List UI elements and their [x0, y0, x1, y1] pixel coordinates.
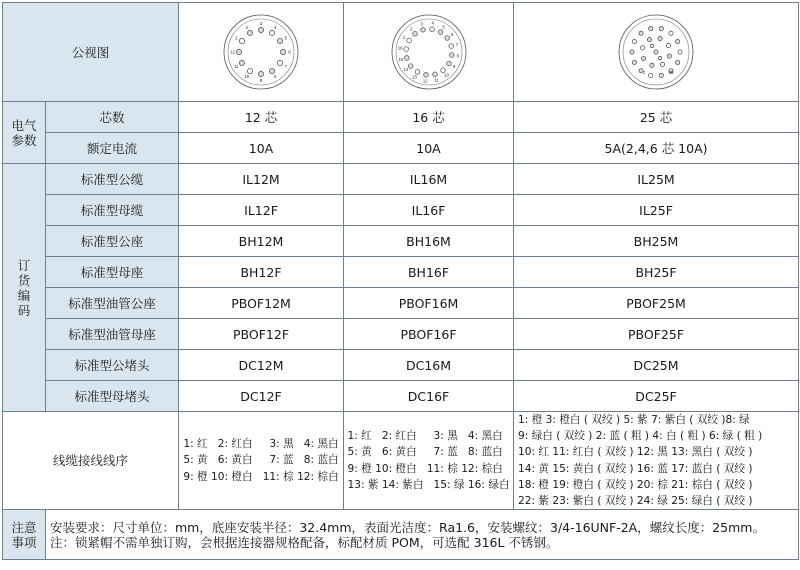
notes-label-line: 注意: [11, 519, 37, 535]
pin-contact: [632, 60, 636, 64]
pin-contact: [277, 60, 282, 65]
ordering-group-label: [3, 164, 46, 412]
pin-contact: [403, 47, 408, 52]
spec-table: [2, 2, 799, 560]
cell-value: IL12M: [179, 164, 344, 195]
row-label: 标准型母缆: [46, 195, 179, 226]
pin-contact: [269, 68, 274, 73]
pin-contact: [449, 53, 454, 58]
pin-contact: [676, 60, 680, 64]
cell-value: IL16F: [344, 195, 514, 226]
wiring-label: 线缆接线线序: [3, 412, 179, 510]
row-label: 标准型母堵头: [46, 381, 179, 412]
cell-value: PBOF25M: [514, 288, 799, 319]
row-label: 标准型公座: [46, 226, 179, 257]
pin-number: 11: [234, 63, 239, 69]
cell-value: DC16F: [344, 381, 514, 412]
cell-value: BH16F: [344, 257, 514, 288]
wiring-12-text: 1: 红 2: 红白 3: 黑 4: 黑白 5: 黄 6: 黄白 7: 蓝 8: 蓝白 9: 橙 10: 橙白 11: 棕 12: 棕白: [183, 437, 339, 483]
row-order-code: [3, 319, 799, 350]
notes-label: [3, 510, 46, 560]
pin-number: 10: [443, 72, 449, 78]
pin-contact: [669, 31, 673, 35]
pin-contact: [676, 39, 680, 43]
wiring-16: [344, 412, 514, 510]
pin-contact: [649, 73, 653, 77]
pin-number: 4: [274, 24, 277, 30]
connector-25-view: [514, 3, 799, 102]
pin-contact: [658, 56, 661, 59]
pin-contact: [659, 27, 663, 31]
pin-contact: [258, 71, 263, 76]
row-order-code: [3, 195, 799, 226]
row-label: 芯数: [46, 102, 179, 133]
pin-contact: [666, 43, 670, 47]
pin-number: 3: [259, 21, 263, 26]
cell-value: 5A(2,4,6 芯 10A): [514, 133, 799, 164]
wiring-16-text: 1: 红 2: 红白 3: 黑 4: 黑白 5: 黄 6: 黄白 7: 蓝 8: 蓝白 9: 橙 10: 橙白 11: 棕 12: 棕白 13: 紫 14: 紫白 15: 绿 16: 绿白: [347, 429, 510, 491]
view-label: 公视图: [3, 3, 179, 102]
pin-number: 4: [431, 20, 434, 26]
row-rated-current: [3, 133, 799, 164]
pin-contact: [408, 64, 413, 69]
pin-contact: [280, 49, 285, 54]
notes-content: [46, 510, 799, 560]
pin-contact: [412, 31, 417, 36]
pin-number: 1: [642, 70, 646, 75]
connector-25-pin-diagram: [616, 12, 696, 92]
notes-row: [3, 510, 799, 560]
pin-number: 10: [244, 74, 250, 80]
cell-value: PBOF25F: [514, 319, 799, 350]
pin-contact: [658, 37, 662, 41]
pin-contact: [277, 38, 282, 43]
cell-value: BH12F: [179, 257, 344, 288]
pin-contact: [654, 50, 658, 54]
row-order-code: [3, 288, 799, 319]
pin-contact: [269, 30, 274, 35]
pin-contact: [639, 31, 643, 35]
pin-number: 8: [274, 74, 277, 80]
cell-value: PBOF16M: [344, 288, 514, 319]
row-order-code: [3, 350, 799, 381]
pin-contact: [432, 72, 437, 77]
pin-contact: [446, 61, 451, 66]
cell-value: IL25M: [514, 164, 799, 195]
cell-value: IL25F: [514, 195, 799, 226]
cell-value: BH16M: [344, 226, 514, 257]
pin-contact: [420, 27, 425, 32]
pin-contact: [650, 63, 654, 67]
group-label-line: 参数: [11, 132, 37, 148]
pin-contact: [406, 38, 411, 43]
connector-16-view: [344, 3, 514, 102]
pin-contact: [239, 38, 244, 43]
row-label: 额定电流: [46, 133, 179, 164]
cell-value: IL16M: [344, 164, 514, 195]
pin-contact: [247, 30, 252, 35]
pin-contact: [448, 44, 453, 49]
pin-number: 2: [409, 26, 413, 32]
pin-contact: [630, 50, 634, 54]
notes-line-1: 安装要求：尺寸单位：mm，底座安装半径：32.4mm，表面光洁度：Ra1.6，安装螺纹：3/4-16UNF-2A，螺纹长度：25mm。: [50, 519, 765, 535]
connector-12-pin-diagram: [221, 12, 301, 92]
cell-value: IL12F: [179, 195, 344, 226]
wiring-25: [514, 412, 799, 510]
header-row: [3, 3, 799, 102]
cell-value: PBOF12M: [179, 288, 344, 319]
row-label: 标准型油管母座: [46, 319, 179, 350]
cell-value: PBOF12F: [179, 319, 344, 350]
pin-contact: [239, 60, 244, 65]
row-label: 标准型公缆: [46, 164, 179, 195]
cell-value: BH25M: [514, 226, 799, 257]
notes-line-2: 注：锁紧帽不需单独订购，会根据连接器规格配备，标配材质 POM，可选配 316L 不锈钢。: [50, 534, 559, 550]
pin-contact: [423, 73, 428, 78]
cell-value: DC16M: [344, 350, 514, 381]
pin-number: 5: [284, 35, 287, 41]
pin-number: 2: [245, 24, 248, 30]
pin-number: 1: [235, 35, 238, 41]
row-label: 标准型母座: [46, 257, 179, 288]
connector-16-pin-diagram: [389, 12, 469, 92]
pin-contact: [247, 68, 252, 73]
pin-number: 9: [259, 78, 263, 83]
row-order-code: [3, 381, 799, 412]
wiring-25-text: 1: 橙 3: 橙白 ( 双绞 ) 5: 紫 7: 紫白 ( 双绞 )8: 绿 9: 绿白 ( 双绞 ) 2: 蓝 ( 粗 ) 4: 白 ( 粗 ) 6: 绿 ( 粗 ) 10: 红 11: 红白 ( 双绞 ) 12: 黑 13: 黑白 ( 双绞 ) 14: 黄 15: 黄白 ( 双绞 ) 16: 蓝 17: 蓝白 ( 双绞 ) 18: 橙 19: 橙白 ( 双绞 ) 20: 棕 21: 棕白 ( 双绞 ) 22: 紫 23: 紫白 ( 双绞 ) 24: 绿 25: 绿白 ( 双绞 ): [518, 414, 763, 507]
pin-contact: [438, 30, 443, 35]
pin-contact: [641, 46, 645, 50]
pin-number: 3: [419, 21, 423, 27]
row-label: 标准型油管公座: [46, 288, 179, 319]
pin-number: 8: [456, 53, 459, 59]
connector-12-view: [179, 3, 344, 102]
pin-contact: [632, 39, 636, 43]
cell-value: 10A: [179, 133, 344, 164]
pin-number: 12: [422, 78, 428, 84]
pin-contact: [660, 62, 664, 66]
cell-value: DC12M: [179, 350, 344, 381]
cell-value: 10A: [344, 133, 514, 164]
pin-contact: [647, 38, 651, 42]
pin-number: 25: [668, 70, 674, 75]
pin-contact: [667, 54, 671, 58]
pin-number: 12: [230, 49, 235, 55]
wiring-row: [3, 412, 799, 510]
cell-value: BH25F: [514, 257, 799, 288]
group-label-line: 编: [17, 287, 31, 303]
cell-value: DC25F: [514, 381, 799, 412]
row-label: 标准型公堵头: [46, 350, 179, 381]
wiring-12: [179, 412, 344, 510]
pin-number: 13: [411, 74, 417, 80]
pin-number: 1: [402, 35, 405, 40]
pin-contact: [404, 56, 409, 61]
pin-number: 6: [450, 31, 453, 37]
pin-contact: [650, 44, 653, 47]
pin-contact: [659, 73, 663, 77]
pin-contact: [642, 56, 646, 60]
row-core-count: [3, 102, 799, 133]
pin-number: 9: [452, 64, 455, 69]
pin-contact: [444, 36, 449, 41]
group-label-line: 货: [17, 272, 31, 288]
pin-number: 5: [441, 24, 445, 30]
pin-contact: [649, 27, 653, 31]
row-order-code: [3, 226, 799, 257]
cell-value: 16 芯: [344, 102, 514, 133]
pin-contact: [258, 27, 263, 32]
group-label-line: 电气: [11, 117, 37, 133]
electrical-group-label: [3, 102, 46, 164]
pin-contact: [236, 49, 241, 54]
group-label-line: 码: [17, 302, 31, 318]
pin-number: 7: [455, 41, 458, 47]
pin-number: 16: [397, 45, 403, 51]
cell-value: DC25M: [514, 350, 799, 381]
cell-value: 25 芯: [514, 102, 799, 133]
pin-number: 7: [284, 63, 287, 69]
cell-value: 12 芯: [179, 102, 344, 133]
group-label-line: 订: [17, 257, 31, 273]
cell-value: PBOF16F: [344, 319, 514, 350]
pin-contact: [429, 27, 434, 32]
cell-value: BH12M: [179, 226, 344, 257]
pin-number: 11: [433, 77, 439, 83]
notes-label-line: 事项: [11, 534, 37, 550]
pin-number: 14: [403, 67, 408, 73]
cell-value: DC12F: [179, 381, 344, 412]
pin-contact: [678, 50, 682, 54]
pin-number: 15: [398, 57, 403, 63]
row-order-code: [3, 164, 799, 195]
row-order-code: [3, 257, 799, 288]
pin-contact: [415, 70, 420, 75]
pin-number: 6: [288, 49, 291, 55]
